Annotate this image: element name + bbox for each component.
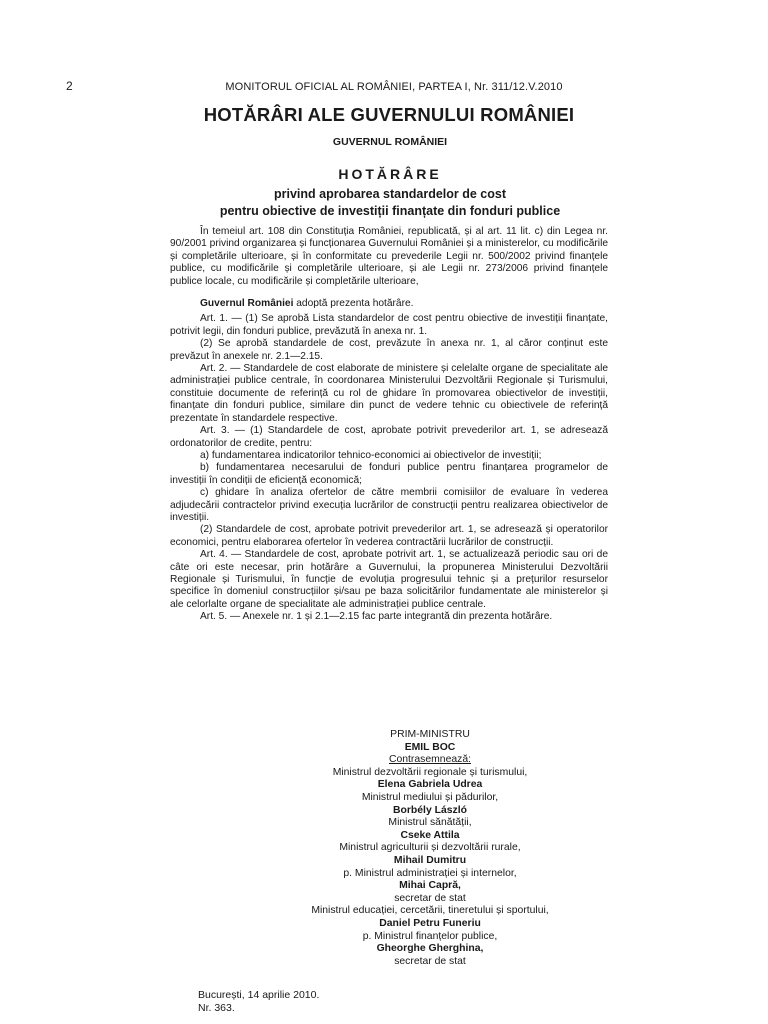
- signatory-role: p. Ministrul finanțelor publice,: [362, 930, 498, 942]
- countersign-list: [280, 767, 580, 969]
- signatory-name: Daniel Petru Funeriu: [379, 917, 481, 929]
- countersign-label: Contrasemnează:: [388, 754, 471, 766]
- article-3-paragraph-1: Art. 3. — (1) Standardele de cost, aprobate potrivit prevederilor art. 1, se adresează ordonatorilor de credite, pentru:: [170, 425, 608, 449]
- article-3-paragraph-2: (2) Standardele de cost, aprobate potrivit prevederilor art. 1, se adresează și operatorilor economici, pentru elaborarea ofertelor în vederea contractării lucrărilor de construcții.: [170, 524, 608, 548]
- signatory-role: p. Ministrul administrației și internelor,: [343, 867, 517, 879]
- prime-minister-role: PRIM-MINISTRU: [390, 729, 470, 740]
- adoption-text: adoptă prezenta hotărâre.: [293, 298, 414, 310]
- adoption-subject: Guvernul României: [200, 298, 294, 310]
- signatory-name: Gheorghe Gherghina,: [376, 943, 484, 955]
- document-body: [170, 226, 608, 624]
- signatory-name: Cseke Attila: [400, 829, 460, 841]
- article-1-paragraph-1: Art. 1. — (1) Se aprobă Lista standardelor de cost pentru obiective de investiții finanțate, potrivit legii, din fonduri publice, prevăzută în anexa nr. 1.: [170, 313, 608, 337]
- document-title-line-1: privind aprobarea standardelor de cost: [273, 187, 506, 201]
- signatory-name: Mihai Capră,: [399, 880, 461, 892]
- article-3-item-a: a) fundamentarea indicatorilor tehnico-economici ai obiectivelor de investiții;: [200, 449, 542, 461]
- place-and-date: [198, 989, 319, 1015]
- article-3-item-c: c) ghidare în analiza ofertelor de către membrii comisiilor de evaluare în vederea adjudecării contractelor privind execuția lucrărilor de construcții pentru realizarea obiectivelor de investiții.: [170, 487, 608, 523]
- signatory-role: Ministrul educației, cercetării, tineretului și sportului,: [311, 905, 549, 917]
- decision-number: Nr. 363.: [198, 1002, 235, 1014]
- document-title: [0, 186, 768, 220]
- signatory-role: secretar de stat: [394, 955, 466, 967]
- signatory-name: Mihail Dumitru: [393, 854, 467, 866]
- preamble-paragraph: În temeiul art. 108 din Constituția României, republicată, și al art. 11 lit. c) din Legea nr. 90/2001 privind organizarea și funcționarea Guvernului României și a ministerelor, cu modificările și completările ulterioare, și în conformitate cu prevederile Legii nr. 500/2002 privind finanțele publice, cu modificările și completările ulterioare, și ale Legii nr. 273/2006 privind finanțele publice locale, cu modificările și completările ulterioare,: [170, 226, 608, 287]
- document-type: HOTĂRÂRE: [338, 166, 442, 182]
- page-number: 2: [66, 79, 73, 93]
- signatory-name: Elena Gabriela Udrea: [377, 779, 483, 791]
- adoption-statement: [170, 298, 608, 310]
- article-1-paragraph-2: (2) Se aprobă standardele de cost, prevăzute în anexa nr. 1, al căror conținut este prevăzut în anexele nr. 2.1—2.15.: [170, 338, 608, 362]
- signature-block: [280, 729, 580, 968]
- signatory-role: Ministrul agriculturii și dezvoltării rurale,: [339, 842, 521, 854]
- article-3-item-b: b) fundamentarea necesarului de fonduri publice pentru finanțarea programelor de investiții în condiții de eficiență economică;: [170, 462, 608, 486]
- signatory-role: Ministrul mediului și pădurilor,: [361, 791, 499, 803]
- section-title: HOTĂRÂRI ALE GUVERNULUI ROMÂNIEI: [203, 104, 575, 125]
- issuer-name: GUVERNUL ROMÂNIEI: [332, 136, 448, 148]
- signatory-role: secretar de stat: [394, 892, 466, 904]
- article-2: Art. 2. — Standardele de cost elaborate de ministere și celelalte organe de specialitate ale administrației publice centrale, în coordonarea Ministerului Dezvoltării Regionale și Turismului, constituie documente de referință cu rol de ghidare în promovarea obiectivelor de investiții, finanțate din fonduri publice, similare din punct de vedere tehnic cu obiectivele de referință prezentate în standardele respective.: [170, 363, 608, 424]
- article-5: Art. 5. — Anexele nr. 1 și 2.1—2.15 fac parte integrantă din prezenta hotărâre.: [200, 611, 553, 623]
- signatory-role: Ministrul dezvoltării regionale și turismului,: [332, 766, 528, 778]
- prime-minister-name: EMIL BOC: [404, 741, 456, 753]
- signatory-name: Borbély László: [393, 804, 467, 816]
- document-title-line-2: pentru obiective de investiții finanțate din fonduri publice: [219, 204, 561, 218]
- date-line: București, 14 aprilie 2010.: [198, 989, 320, 1001]
- article-4: Art. 4. — Standardele de cost, aprobate potrivit art. 1, se actualizează periodic sau ori de câte ori este necesar, prin hotărâre a Guvernului, la propunerea Ministerului Dezvoltării Regionale și Turismului, în funcție de evoluția progresului tehnic și a prețurilor resurselor specifice în domeniul construcțiilor și/sau pe baza solicitărilor fundamentate ale ministerelor și ale celorlalte organe de specialitate ale administrației publice centrale.: [170, 549, 608, 610]
- signatory-role: Ministrul sănătății,: [388, 817, 472, 829]
- gazette-header: MONITORUL OFICIAL AL ROMÂNIEI, PARTEA I, Nr. 311/12.V.2010: [225, 81, 563, 93]
